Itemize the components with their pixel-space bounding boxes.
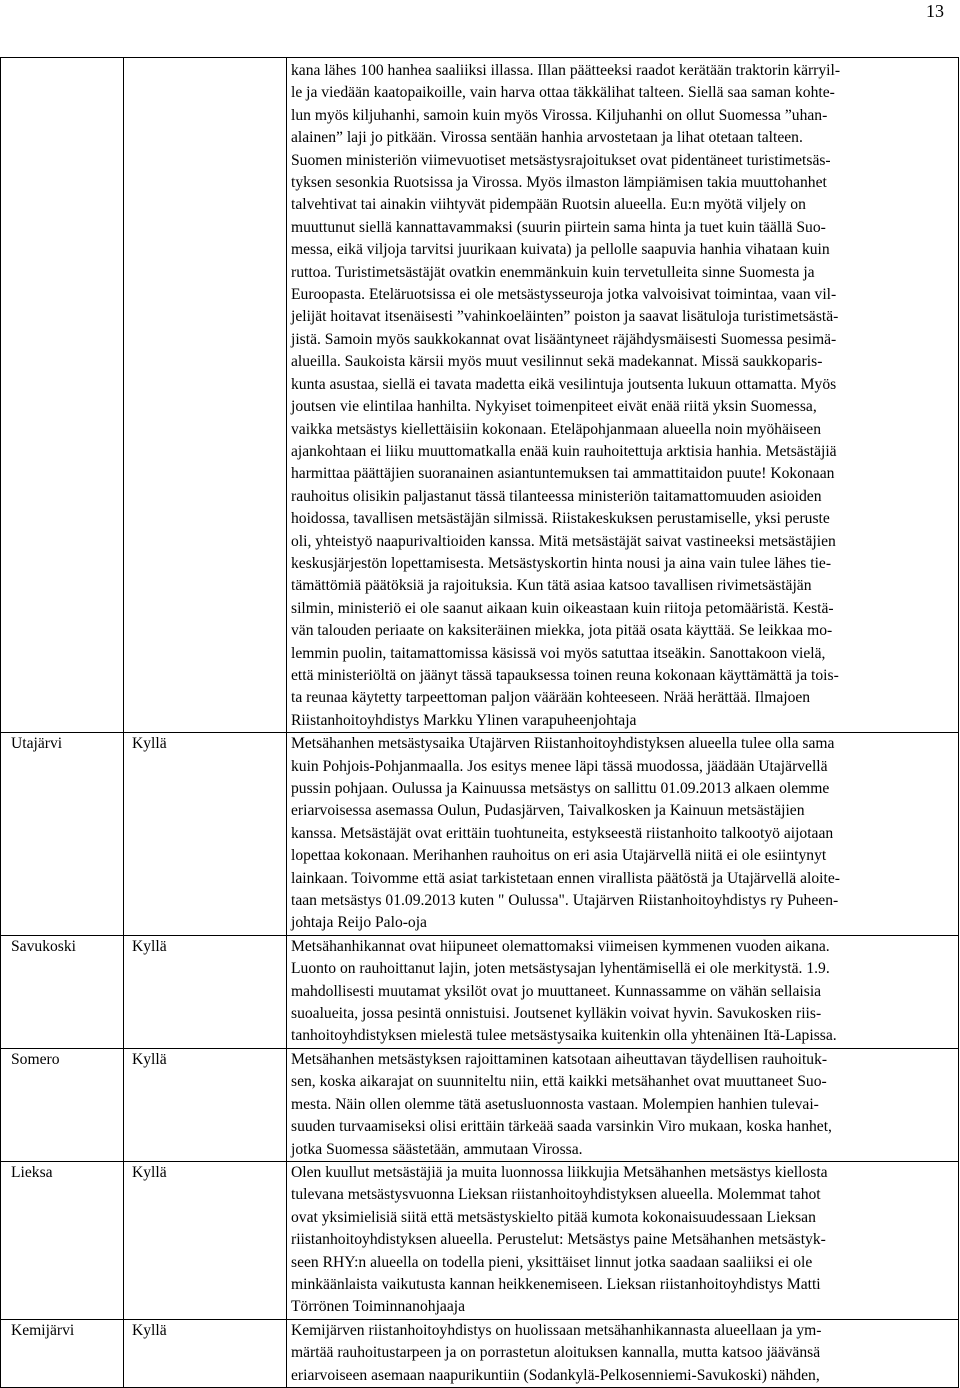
comment-line: Olen kuullut metsästäjiä ja muita luonnossa liikkujia Metsähanhen metsästys kiellosta <box>291 1163 828 1181</box>
comment-line: messa, eikä viljoja tarvitsi juurikaan kuivata) ja pellolle saapuvia hanhia vihataan kuin <box>291 241 830 259</box>
comment-line: Metsähanhen metsästyksen rajoittaminen katsotaan aiheuttavan täydellisen rauhoituk- <box>291 1050 828 1068</box>
comment-cell <box>287 733 959 936</box>
comment-line: lun myös kiljuhanhi, samoin kuin myös Virossa. Kiljuhanhi on ollut Suomessa ”uhan- <box>291 106 828 124</box>
table-row <box>1 1161 959 1319</box>
comment-line: suuden turvaamiseksi olisi erittäin tärkeää saada varsinkin Viro mukaan, koska hanhet, <box>291 1118 832 1136</box>
comment-line: märtää rauhoitustarpeen ja on porrastetun aloituksen kannalla, mutta katsoo jäävänsä <box>291 1344 821 1362</box>
comment-line: alainen” laji jo pitkään. Virossa sentään hanhia arvostetaan ja lihat otetaan talteen. <box>291 129 803 147</box>
comment-line: ta reunaa käytetty tarpeettoman paljon väärään kohteeseen. Nrää herättää. Ilmajoen <box>291 689 811 707</box>
comment-line: mahdollisesti muutamat yksilöt ovat jo muuttaneet. Kunnassamme on vähän sellaisia <box>291 982 822 1000</box>
municipality-cell <box>1 1048 124 1161</box>
comment-line: vän talouden periaate on kaksiteräinen miekka, jota pitää osata käyttää. Se leikkaa mo- <box>291 622 833 640</box>
comment-line: kanssa. Metsästäjät ovat erittäin tuohtuneita, estykseestä riistanhoito talkootyö aijotaan <box>291 824 834 842</box>
comment-line: muuttunut siellä kannattavammaksi (suurin piirtein sama hinta ja tuet kuin täällä Suo- <box>291 218 826 236</box>
comment-line: että ministeriöltä on jäänyt tässä tapauksessa toinen reuna kokonaan käyttämättä ja tois- <box>291 666 839 684</box>
comment-line: mesta. Näin ollen olemme tätä asetusluonnosta vastaan. Molempien hanhien tulevai- <box>291 1095 819 1113</box>
answer-value: Kyllä <box>132 1163 167 1181</box>
comment-line: silmin, ministeriö ei ole saanut aikaan kuin oikeastaan kuin riitoja petomääristä. Kestä- <box>291 599 834 617</box>
comment-text <box>291 936 956 1048</box>
answer-value: Kyllä <box>132 735 167 753</box>
table-row <box>1 733 959 936</box>
comment-line: minkäänlaista vaikutusta kannan heikkenemiseen. Lieksan riistanhoitoyhdistys Matti <box>291 1275 821 1293</box>
comment-line: alueilla. Saukoista kärsii myös muut vesilinnut sekä madekannat. Missä saukkoparis- <box>291 353 823 371</box>
comment-line: rauhoitus olisikin paljastanut tässä tilanteessa ministeriön taitamattomuuden asioiden <box>291 487 822 505</box>
comment-line: Suomen ministeriön viimevuotiset metsästysrajoitukset ovat pidentäneet turistimetsäs- <box>291 151 831 169</box>
comment-line: vaikka metsästys kiellettäisiin kokonaan. Eteläpohjanmaan alueella noin myöhäiseen <box>291 420 822 438</box>
municipality-name: Utajärvi <box>11 735 63 753</box>
municipality-name: Savukoski <box>11 937 76 955</box>
comment-text <box>291 1049 956 1161</box>
comment-line: Luonto on rauhoittanut lajin, joten metsästysajan lyhentämisellä ei ole merkitystä. 1.9. <box>291 960 830 978</box>
comment-cell <box>287 58 959 733</box>
comment-line: Riistanhoitoyhdistys Markku Ylinen varapuheenjohtaja <box>291 711 637 729</box>
comment-cell <box>287 1048 959 1161</box>
comment-line: Metsähanhen metsästysaika Utajärven Riistanhoitoyhdistyksen alueella tulee olla sama <box>291 735 835 753</box>
comment-line: lemmin puolin, taitamattomissa käsissä voi myös satuttaa itseäkin. Sanottakoon vielä, <box>291 644 826 662</box>
comment-line: eriarvoiseen asemaan naapurikuntiin (Sodankylä-Pelkosenniemi-Savukoski) nähden, <box>291 1366 820 1384</box>
consultation-table <box>0 57 959 1388</box>
comment-line: lopettaa kokonaan. Merihanhen rauhoitus on eri asia Utajärvellä niitä ei ole esiintynyt <box>291 847 827 865</box>
comment-line: eriarvoisessa asemassa Oulun, Pudasjärven, Taivalkosken ja Kainuun metsästäjien <box>291 802 805 820</box>
answer-value: Kyllä <box>132 1050 167 1068</box>
comment-line: keskusjärjestön lopettamisesta. Metsästyskortin hinta nousi ja aina vain tulee lähes tie- <box>291 554 832 572</box>
answer-value: Kyllä <box>132 937 167 955</box>
answer-cell <box>124 1048 287 1161</box>
answer-cell <box>124 58 287 733</box>
municipality-name: Lieksa <box>11 1163 53 1181</box>
comment-line: suoalueita, jossa pesintä onnistuisi. Joutsenet kylläkin voivat hyvin. Savukosken riis- <box>291 1005 822 1023</box>
municipality-name: Somero <box>11 1050 60 1068</box>
municipality-cell <box>1 733 124 936</box>
comment-line: harmittaa päättäjien suoranainen asiantuntemuksen tai ammattitaidon puute! Kokonaan <box>291 465 835 483</box>
answer-cell <box>124 1319 287 1387</box>
comment-line: le ja viedään kaatopaikoille, vain harva ottaa täkkälihat talteen. Siellä saa saman kohte- <box>291 84 835 102</box>
comment-line: pussin pohjaan. Oulussa ja Kainuussa metsästys on sallittu 01.09.2013 alkaen olemme <box>291 780 830 797</box>
comment-line: kana lähes 100 hanhea saaliiksi illassa. Illan päätteeksi raadot kerätään traktorin kärryil- <box>291 62 841 79</box>
comment-line: kuin Pohjois-Pohjanmaalla. Jos esitys menee läpi tässä muodossa, jäädään Utajärvellä <box>291 757 828 775</box>
comment-text <box>291 60 956 732</box>
comment-cell <box>287 1319 959 1387</box>
table-body <box>1 58 959 1388</box>
comment-text <box>291 1162 956 1319</box>
table-row <box>1 1319 959 1387</box>
comment-line: sen, koska aikarajat on suunniteltu niin, että kaikki metsähanhet ovat muuttaneet Suo- <box>291 1073 827 1091</box>
answer-cell <box>124 1161 287 1319</box>
municipality-cell <box>1 58 124 733</box>
table-row <box>1 1048 959 1161</box>
comment-line: riistanhoitoyhdistyksen alueella. Perustelut: Metsästys paine Metsähanhen metsästyk- <box>291 1231 826 1249</box>
comment-cell <box>287 1161 959 1319</box>
page-number: 13 <box>926 1 944 21</box>
comment-text <box>291 1320 956 1387</box>
comment-line: Törrönen Toiminnanohjaaja <box>291 1298 465 1316</box>
comment-line: jelijät hoitavat itsenäisesti ”vahinkoeläinten” poiston ja saavat lisätuloja turistimetsästä- <box>291 308 839 326</box>
comment-line: johtaja Reijo Palo-oja <box>291 914 427 932</box>
answer-cell <box>124 733 287 936</box>
comment-line: tämättömiä päätöksiä ja rajoituksia. Kun tätä asiaa katsoo tavallisen rivimetsästäjän <box>291 577 812 595</box>
comment-line: lainkaan. Toivomme että asiat tarkistetaan ennen virallista päätöstä ja Utajärvellä aloite- <box>291 869 840 887</box>
comment-line: hoidossa, tavallisen metsästäjän silmissä. Riistakeskuksen perustamiselle, yksi peruste <box>291 510 830 528</box>
municipality-cell <box>1 1319 124 1387</box>
comment-line: taan metsästys 01.09.2013 kuten " Oulussa". Utajärven Riistanhoitoyhdistys ry Puheen- <box>291 892 839 910</box>
comment-line: Euroopasta. Eteläruotsissa ei ole metsästysseuroja jotka valvoisivat toimintaa, vaan vil- <box>291 286 837 304</box>
comment-line: Kemijärven riistanhoitoyhdistys on huolissaan metsähanhikannasta alueellaan ja ym- <box>291 1321 822 1339</box>
comment-line: talvehtivat tai ainakin viihtyvät pidempään Ruotsin alueella. Eu:n myötä viljely on <box>291 196 806 214</box>
table-row <box>1 935 959 1048</box>
municipality-cell <box>1 1161 124 1319</box>
comment-line: joutsen vie elintilaa hanhilta. Nykyiset toimenpiteet eivät enää riitä yksin Suomessa, <box>291 398 817 416</box>
comment-line: ovat yksimielisiä siitä että metsästyskielto pitää kumota kokonaisuudessaan Lieksan <box>291 1208 816 1226</box>
comment-line: kunta asustaa, siellä ei tavata madetta eikä vesilintuja joutsenta lukuun ottamatta. Myös <box>291 375 837 393</box>
comment-line: jistä. Samoin myös saukkokannat ovat lisääntyneet räjähdysmäisesti Suomessa pesimä- <box>291 330 837 348</box>
table-row <box>1 58 959 733</box>
comment-line: tulevana metsästysvuonna Lieksan riistanhoitoyhdistyksen alueella. Molemmat tahot <box>291 1186 821 1204</box>
comment-text <box>291 733 956 935</box>
comment-cell <box>287 935 959 1048</box>
comment-line: oli, yhteistyö naapurivaltioiden kanssa. Mitä metsästäjät saivat vastineeksi metsästäjien <box>291 532 836 550</box>
municipality-name: Kemijärvi <box>11 1321 75 1339</box>
comment-line: seen RHY:n alueella on todella pieni, yksittäiset linnut jotka saadaan saaliiksi ei ole <box>291 1253 813 1271</box>
answer-value: Kyllä <box>132 1321 167 1339</box>
comment-line: ruttoa. Turistimetsästäjät ovatkin enemmänkuin kuin tervetulleita sinne Suomesta ja <box>291 263 815 281</box>
comment-line: tanhoitoyhdistyksen mielestä tulee metsästysaika kuitenkin olla yhtenäinen Itä-Lapissa. <box>291 1027 837 1045</box>
comment-line: jotka Suomessa säästetään, ammutaan Virossa. <box>291 1140 583 1158</box>
comment-line: Metsähanhikannat ovat hiipuneet olemattomaksi viimeisen kymmenen vuoden aikana. <box>291 937 830 955</box>
municipality-cell <box>1 935 124 1048</box>
answer-cell <box>124 935 287 1048</box>
comment-line: ajankohtaan ei liiku muuttomatkalla enää kuin rauhoitettuja arktisia hanhia. Metsästäjiä <box>291 442 837 460</box>
comment-line: tyksen sesonkia Ruotsissa ja Virossa. Myös ilmaston lämpiämisen takia muuttohanhet <box>291 174 827 192</box>
